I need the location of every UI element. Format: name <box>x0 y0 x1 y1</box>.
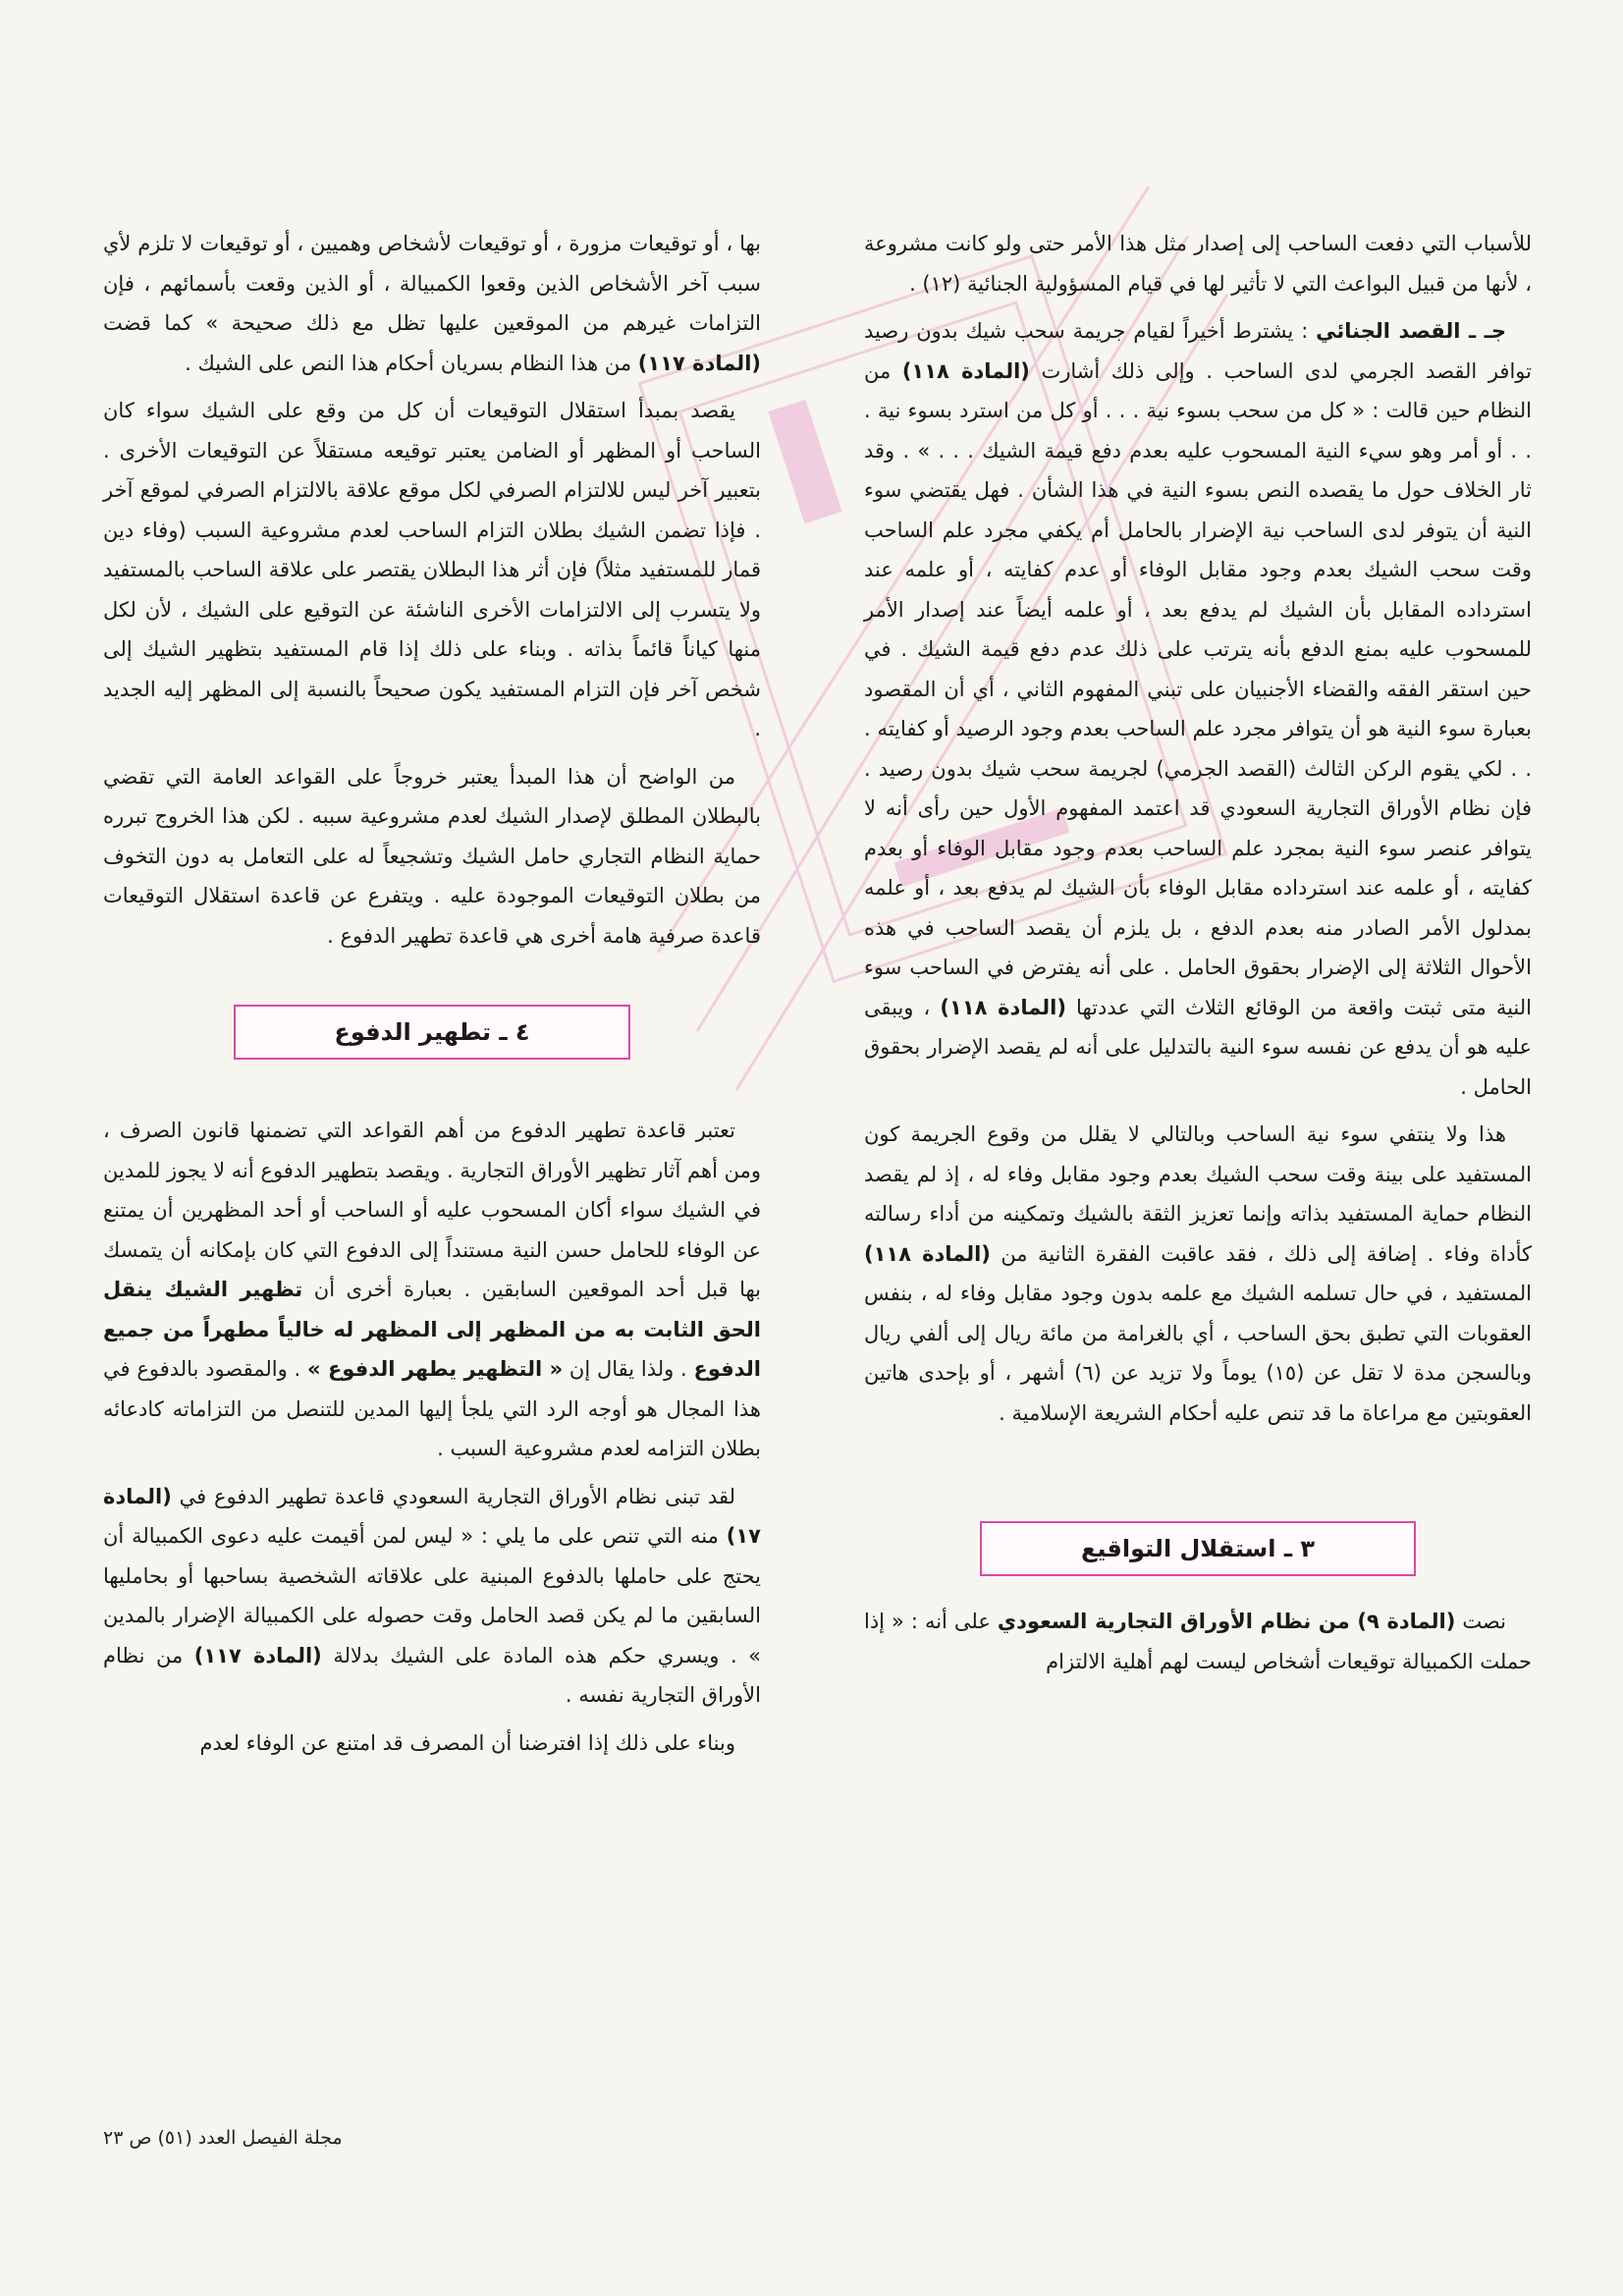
paragraph: للأسباب التي دفعت الساحب إلى إصدار مثل هذا الأمر حتى ولو كانت مشروعة ، لأنها من قبيل البواعث التي لا تأثير لها في قيام المسؤولية الجنائية (١٢) . <box>864 232 1532 296</box>
paragraph: هذا ولا ينتفي سوء نية الساحب وبالتالي لا يقلل من وقوع الجريمة كون المستفيد على بينة وقت سحب الشيك بعدم وجود مقابل وفاء له ، إذ لم يقصد النظام حماية المستفيد بذاته وإنما تعزيز الثقة بالشيك وتمكينه من أداء رسالته كأداة وفاء . إضافة إلى ذلك ، فقد عاقبت الفقرة الثانية من (المادة ١١٨) المستفيد ، في حال تسلمه الشيك مع علمه بدون وجود مقابل وفاء له ، بنفس العقوبات التي تطبق بحق الساحب ، أي بالغرامة من مائة ريال إلى ألفي ريال وبالسجن مدة لا تقل عن (١٥) يوماً ولا تزيد عن (٦) أشهر ، أو بإحدى هاتين العقوبتين مع مراعاة ما قد تنص عليه أحكام الشريعة الإسلامية . <box>864 1122 1532 1425</box>
section-title: ٤ ـ تطهير الدفوع <box>334 1018 530 1046</box>
article-ref: (المادة ١١٨) <box>940 995 1066 1019</box>
paragraph: نصت (المادة ٩) من نظام الأوراق التجارية السعودي على أنه : « إذا حملت الكمبيالة توقيعات أشخاص ليست لهم أهلية الالتزام <box>864 1610 1532 1673</box>
bold-phrase: « التظهير يطهر الدفوع » <box>306 1357 564 1381</box>
article-ref: (المادة ١١٨) <box>864 1241 991 1266</box>
left-column <box>103 224 761 1763</box>
paragraph: بها ، أو توقيعات مزورة ، أو توقيعات لأشخاص وهميين ، أو توقيعات لا تلزم لأي سبب آخر الأشخاص الذين وقعوا الكمبيالة ، أو الذين وقعت بأسمائهم ، فإن التزامات غيرهم من الموقعين عليها تظل مع ذلك صحيحة » كما قضت (المادة ١١٧) من هذا النظام بسريان أحكام هذا النص على الشيك . <box>103 232 761 375</box>
paragraph: وبناء على ذلك إذا افترضنا أن المصرف قد امتنع عن الوفاء لعدم <box>199 1730 735 1755</box>
right-column <box>864 224 1532 1681</box>
section-title: ٣ ـ استقلال التواقيع <box>1080 1535 1316 1562</box>
page-footer: مجلة الفيصل العدد (٥١) ص ٢٣ <box>103 2127 343 2149</box>
article-ref: (المادة ٩) من نظام الأوراق التجارية السعودي <box>997 1610 1456 1633</box>
paragraph-criminal-intent: جـ ـ القصد الجنائي : يشترط أخيراً لقيام جريمة سحب شيك بدون رصيد توافر القصد الجرمي لدى الساحب . وإلى ذلك أشارت (المادة ١١٨) من النظام حين قالت : « كل من سحب بسوء نية . . . أو كل من استرد بسوء نية . . . أو أمر وهو سيء النية المسحوب عليه بعدم دفع قيمة الشيك . . . » . وقد ثار الخلاف حول ما يقصده النص بسوء النية في هذا الشأن . فهل يقتضي سوء النية أن يتوفر لدى الساحب نية الإضرار بالحامل أم يكفي مجرد علم الساحب وقت سحب الشيك بعدم وجود مقابل الوفاء أو عدم كفايته ، أو علمه عند استرداده المقابل بأن الشيك لم يدفع بعد ، أو علمه أيضاً عند إصدار الأمر للمسحوب عليه بمنع الدفع بأنه يترتب على ذلك عدم دفع قيمة الشيك . في حين استقر الفقه والقضاء الأجنبيان على تبني المفهوم الثاني ، أي أن المقصود بعبارة سوء النية هو أن يتوافر مجرد علم الساحب بعدم وجود الرصيد أو كفايته . . . لكي يقوم الركن الثالث (القصد الجرمي) لجريمة سحب شيك بدون رصيد . فإن نظام الأوراق التجارية السعودي قد اعتمد المفهوم الأول حين رأى أنه لا يتوافر عنصر سوء النية بمجرد علم الساحب بعدم وجود مقابل الوفاء أو بعدم كفايته ، أو علمه عند استرداده مقابل الوفاء بأن الشيك لم يدفع بعد ، أو علمه بمدلول الأمر الصادر منه بعدم الدفع ، بل يلزم أن يقصد الساحب في هذه الأحوال الثلاثة إلى الإضرار بحقوق الحامل . على أنه يفترض في الساحب سوء النية متى ثبتت واقعة من الوقائع الثلاث التي عددتها (المادة ١١٨) ، ويبقى عليه هو أن يدفع عن نفسه سوء النية بالتدليل على أنه لم يقصد الإضرار بحقوق الحامل . <box>864 319 1533 1099</box>
article-ref: (المادة ١٧) <box>103 1484 761 1548</box>
paragraph: تعتبر قاعدة تطهير الدفوع من أهم القواعد التي تضمنها قانون الصرف ، ومن أهم آثار تظهير الأوراق التجارية . ويقصد بتطهير الدفوع أنه لا يجوز للمدين في الشيك سواء أكان المسحوب عليه أو الساحب أو أحد المظهرين أن يمتنع عن الوفاء للحامل حسن النية مستنداً إلى الدفوع التي كان بإمكانه أن يتمسك بها قبل أحد الموقعين السابقين . بعبارة أخرى أن تظهير الشيك ينقل الحق الثابت به من المظهر إلى المظهر له خالياً مطهراً من جميع الدفوع . ولذا يقال إن « التظهير يطهر الدفوع » . والمقصود بالدفوع في هذا المجال هو أوجه الرد التي يلجأ إليها المدين للتنصل من التزاماته كادعائه بطلان التزامه لعدم مشروعية السبب . <box>103 1119 761 1460</box>
paragraph: لقد تبنى نظام الأوراق التجارية السعودي قاعدة تطهير الدفوع في (المادة ١٧) منه التي تنص على ما يلي : « ليس لمن أقيمت عليه دعوى الكمبيالة أن يحتج على حاملها بالدفوع المبنية على علاقاته الشخصية بساحبها أو بحامليها السابقين ما لم يكن قصد الحامل وقت حصوله على الكمبيالة الإضرار بالمدين » . ويسري حكم هذه المادة على الشيك بدلالة (المادة ١١٧) من نظام الأوراق التجارية نفسه . <box>103 1484 761 1707</box>
article-ref: (المادة ١١٧) <box>637 351 761 375</box>
paragraph: يقصد بمبدأ استقلال التوقيعات أن كل من وقع على الشيك سواء كان الساحب أو المظهر أو الضامن يعتبر توقيعه مستقلاً عن التوقيعات الأخرى . بتعبير آخر ليس للالتزام الصرفي لكل موقع علاقة بالالتزام الصرفي لموقع آخر . فإذا تضمن الشيك بطلان التزام الساحب لعدم مشروعية السبب (وفاء دين قمار للمستفيد مثلاً) فإن أثر هذا البطلان يقتصر على علاقة الساحب بالمستفيد ولا يتسرب إلى الالتزامات الأخرى الناشئة عن التوقيع على الشيك ، لأن لكل منها كياناً قائماً بذاته . وبناء على ذلك إذا قام المستفيد بتظهير الشيك إلى شخص آخر فإن التزام المستفيد يكون صحيحاً بالنسبة إلى المظهر إليه الجديد . <box>103 399 761 740</box>
bold-phrase: تظهير الشيك ينقل الحق الثابت به من المظهر إلى المظهر له خالياً مطهراً من جميع الدفوع <box>103 1278 761 1381</box>
subheading-criminal-intent: جـ ـ القصد الجنائي <box>1316 319 1506 343</box>
paragraph: من الواضح أن هذا المبدأ يعتبر خروجاً على القواعد العامة التي تقضي بالبطلان المطلق لإصدار الشيك لعدم مشروعية سببه . لكن هذا الخروج تبرره حماية النظام التجاري حامل الشيك وتشجيعاً له على التعامل به دون التخوف من بطلان التوقيعات الموجودة عليه . ويتفرع عن قاعدة استقلال التوقيعات قاعدة صرفية هامة أخرى هي قاعدة تطهير الدفوع . <box>103 764 761 948</box>
section-heading-box <box>234 1005 630 1060</box>
section-heading-box <box>980 1521 1416 1576</box>
article-ref: (المادة ١١٨) <box>901 358 1030 383</box>
article-ref: (المادة ١١٧) <box>193 1643 322 1667</box>
